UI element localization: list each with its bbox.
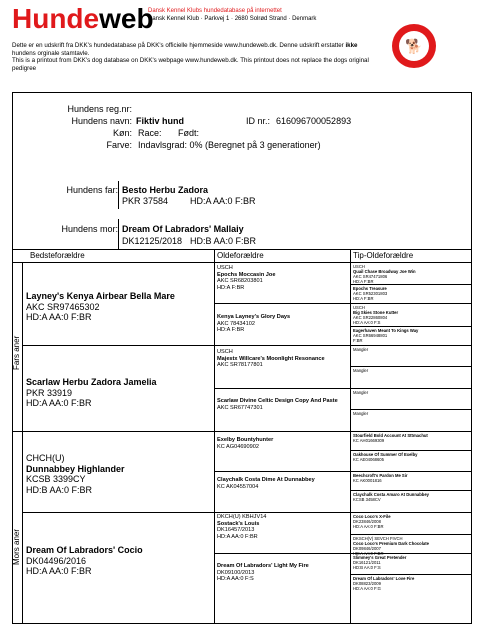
ggp-rule-2 (214, 345, 350, 346)
gg-rule-12 (350, 512, 472, 513)
great-great-grandparent-13 (353, 514, 470, 529)
seal-text-top: DANSK KENNEL KLUB (386, 18, 442, 24)
grandparent-4-reg: DK04496/2016 (26, 555, 87, 566)
ggp-7-reg: DK16457/2013 (217, 527, 255, 534)
kennel-line-2: Dansk Kennel Klub · Parkvej 1 · 2680 Solrød Strand · Denmark (148, 16, 317, 22)
gg-rule-15 (350, 574, 472, 575)
gg-3-name: Big Skies Stone Kutter (353, 310, 399, 315)
ggp-1-name: Epochs Moccasin Joe (217, 271, 276, 278)
gg-2-name: Epochs Treasure (353, 286, 387, 291)
ggp-4-reg: AKC SR67747301 (217, 404, 263, 411)
grandparent-3-name: Dunnabbey Highlander (26, 463, 125, 474)
id-value: 616096700052893 (276, 116, 352, 126)
great-grandparent-2 (217, 314, 348, 334)
gg-1-health: HD:A F:BR (353, 279, 374, 284)
great-great-grandparent-14 (353, 536, 470, 556)
great-great-grandparent-2 (353, 286, 470, 301)
header-bottom-rule (12, 262, 472, 263)
grandparent-3-reg: KCSB 3399CY (26, 474, 86, 484)
great-great-grandparent-16 (353, 576, 470, 591)
ggp-1-health: HD:A F:BR (217, 284, 245, 291)
gg-16-name: Dream Of Labradors' Love Fire (353, 576, 415, 581)
gg-12-reg: KCSB 3458CV (353, 497, 381, 502)
dog-icon: 🐕 (399, 31, 429, 61)
ggp-rule-3 (214, 388, 350, 389)
great-grandparent-1 (217, 265, 348, 291)
col-great-grandparents: Oldeforældre (217, 251, 264, 260)
ggp-5-reg: KC AG04690902 (217, 443, 259, 450)
logo-red-part: Hunde (12, 3, 100, 34)
gg-6-title: Mangler (353, 368, 369, 373)
ggp-8-reg: DK09100/2013 (217, 569, 255, 576)
ggp-7-health: HD:A AA:0 F:BR (217, 533, 258, 540)
side-divider (22, 262, 23, 624)
father-label: Hundens far: (66, 185, 118, 195)
race-label: Race: (138, 128, 162, 138)
ggp-3-name: Majestx Willcare's Moonlight Resonance (217, 355, 325, 362)
great-grandparent-7 (217, 514, 348, 540)
grandparent-1-name: Layney's Kenya Airbear Bella Mare (26, 291, 175, 301)
great-grandparent-8 (217, 563, 348, 583)
gg-1-name: Quail Chase Broadway Joe Win (353, 269, 416, 274)
col-divider-2 (350, 249, 351, 624)
gp-rule-3 (22, 512, 214, 513)
great-great-grandparent-10 (353, 452, 470, 462)
regnr-label: Hundens reg.nr: (67, 104, 132, 114)
great-great-grandparent-3 (353, 305, 470, 325)
great-grandparent-3 (217, 349, 348, 369)
gg-15-reg: DK16121/2011 (353, 560, 381, 565)
ggp-6-reg: KC AK04557004 (217, 483, 259, 490)
gg-15-name: Slimmey's Great Pretender (353, 555, 407, 560)
great-great-grandparent-15 (353, 555, 470, 570)
ggp-6-name: Claychalk Costa Dime At Dunnabbey (217, 477, 315, 483)
grandparent-4 (26, 545, 212, 577)
ggp-1-reg: AKC SR68203801 (217, 278, 263, 285)
gg-14-reg: DK09846/2007 (353, 546, 381, 551)
color-label: Farve: (106, 140, 132, 150)
gp-rule-2 (12, 431, 214, 432)
grandparent-2-reg: PKR 33919 (26, 387, 73, 398)
ggp-rule-6 (214, 512, 350, 513)
gg-9-name: Stourfield Bold Account At Sttmachut (353, 433, 428, 438)
gg-1-title: USCH (353, 264, 365, 269)
grandparent-3-health: HD:B AA:0 F:BR (26, 484, 93, 495)
born-label: Født: (178, 128, 200, 138)
col-divider-1 (214, 249, 215, 624)
intro-da-bold: ikke (345, 42, 358, 49)
grandparent-4-health: HD:A AA:0 F:BR (26, 566, 92, 576)
intro-da-post: hundens orginale stamtavle. (12, 49, 90, 57)
great-grandparent-6 (217, 477, 348, 490)
ggp-7-name: Sostack's Louis (217, 520, 260, 527)
gg-3-health: HD:A AA:0 F:S (353, 320, 381, 325)
gg-rule-2 (350, 303, 472, 304)
gg-rule-3 (350, 326, 472, 327)
logo-black-part: web (99, 3, 154, 34)
name-label: Hundens navn: (71, 116, 132, 126)
gender-label: Køn: (112, 128, 132, 138)
great-great-grandparent-1 (353, 264, 470, 284)
gg-rule-11 (350, 490, 472, 491)
gg-13-reg: DK23846/2008 (353, 519, 381, 524)
gg-11-name: Beechcroft's Pardon Me Sir (353, 473, 408, 478)
ggp-2-health: HD:A F:BR (217, 327, 245, 334)
mother-name: Dream Of Labradors' Mallaiy (122, 224, 244, 234)
gg-14-title: DKSCH(V) SEVCH FIVCH (353, 536, 403, 541)
gg-rule-4 (350, 345, 472, 346)
gg-16-health: HD:A AA:0 F:G (353, 586, 381, 591)
ggp-8-health: HD:A AA:0 F:S (217, 576, 254, 583)
gg-rule-9 (350, 450, 472, 451)
kennel-line-1: Dansk Kennel Klubs hundedatabase på internettet (148, 8, 282, 14)
gg-2-reg: AKC SR52301803 (353, 291, 388, 296)
great-great-grandparent-5 (353, 347, 470, 352)
mother-divider (118, 219, 119, 249)
inbreeding-text: Indavlsgrad: 0% (Beregnet på 3 generationer) (138, 140, 321, 150)
hundeweb-logo (12, 4, 154, 34)
gg-1-reg: AKC SR47471806 (353, 274, 388, 279)
gg-3-reg: AKC SR22860804 (353, 315, 388, 320)
gg-3-title: USCH (353, 305, 365, 310)
gg-7-title: Mangler (353, 390, 369, 395)
gg-9-reg: KC AH01669309 (353, 438, 385, 443)
gg-8-title: Mangler (353, 411, 369, 416)
dkk-seal (386, 18, 442, 74)
gg-rule-5 (350, 366, 472, 367)
ggp-1-title: USCH (217, 265, 233, 271)
father-reg: PKR 37584 (122, 196, 169, 206)
gg-rule-8 (350, 431, 472, 432)
ggp-rule-5 (214, 471, 350, 472)
gg-13-name: Coco Loco's X-File (353, 514, 391, 519)
intro-en: This is a printout from DKK's dog database on DKK's webpage www.hundeweb.dk. This printout does not replace the dogs original pedigree (12, 57, 369, 72)
gg-12-name: Claychalk Costa Amaro At Dunnabbey (353, 492, 430, 497)
mother-reg: DK12125/2018 (122, 236, 183, 246)
intro-da-pre: Dette er en udskrift fra DKK's hundedatabase på DKK's officielle hjemmeside www.hundeweb.dk. Denne udskrift erstatter (12, 42, 346, 49)
gg-rule-7 (350, 409, 472, 410)
grandparent-2-name: Scarlaw Herbu Zadora Jamelia (26, 377, 157, 387)
gg-11-reg: KC AK0001816 (353, 478, 382, 483)
gg-4-reg: AKC SR66948801 (353, 333, 388, 338)
ggp-3-reg: AKC SR78177801 (217, 362, 263, 369)
gg-4-health: F:BR (353, 338, 363, 343)
ggp-5-name: Exelby Bountyhunter (217, 437, 274, 443)
gg-16-reg: DK08823/2009 (353, 581, 381, 586)
great-great-grandparent-4 (353, 328, 470, 343)
great-great-grandparent-12 (353, 492, 470, 502)
mother-health: HD:B AA:0 F:BR (190, 236, 257, 246)
gp-rule-1 (22, 345, 214, 346)
ggp-rule-4 (214, 431, 350, 432)
ggp-2-name: Kenya Layney's Glory Days (217, 314, 291, 320)
gg-5-title: Mangler (353, 347, 369, 352)
ggp-3-title: USCH (217, 349, 233, 355)
grandparent-3 (26, 453, 212, 495)
gg-4-name: Eagerhaven Meant To Kings Way (353, 328, 419, 333)
ggp-2-reg: AKC 78434102 (217, 320, 255, 327)
great-great-grandparent-9 (353, 433, 470, 443)
great-great-grandparent-11 (353, 473, 470, 483)
ggp-rule-7 (214, 553, 350, 554)
id-label: ID nr.: (246, 116, 271, 126)
gg-rule-1 (350, 284, 472, 285)
great-grandparent-5 (217, 437, 348, 450)
gg-13-health: HD:A AA:0 F:BR (353, 524, 384, 529)
name-value: Fiktiv hund (136, 116, 184, 126)
ggp-8-name: Dream Of Labradors' Light My Fire (217, 563, 309, 569)
gg-14-health: HD:A AA:0 F:BR (353, 551, 384, 556)
gg-2-health: HD:A F:BR (353, 296, 374, 301)
father-name: Besto Herbu Zadora (122, 185, 209, 195)
mother-label: Hundens mor: (61, 224, 118, 234)
great-grandparent-4 (217, 398, 348, 411)
col-grandparents: Bedsteforældre (30, 251, 85, 260)
grandparent-2-health: HD:A AA:0 F:BR (26, 398, 92, 408)
great-great-grandparent-8 (353, 411, 470, 416)
gg-14-name: Coco Loco's Premium Dark Chocolate (353, 541, 429, 546)
father-divider (118, 181, 119, 209)
ggp-7-title: DKCH(U) KBHJV14 (217, 514, 267, 520)
intro-text (12, 42, 382, 72)
gg-rule-10 (350, 471, 472, 472)
great-great-grandparent-7 (353, 390, 470, 395)
col-great-great: Tip-Oldeforældre (353, 251, 414, 260)
grandparent-2 (26, 377, 212, 409)
ggp-4-name: Scarlaw Divine Celtic Design Copy And Paste (217, 398, 338, 404)
great-great-grandparent-6 (353, 368, 470, 373)
grandparent-1-health: HD:A AA:0 F:BR (26, 312, 92, 322)
father-health: HD:A AA:0 F:BR (190, 196, 256, 206)
gg-15-health: HD:B AA:0 F:S (353, 565, 381, 570)
gg-rule-6 (350, 388, 472, 389)
grandparent-1-reg: AKC SR97465302 (26, 301, 100, 312)
seal-text-bottom: FOR HUNDEEJERE (390, 68, 438, 74)
fars-aner-label: Fars aner (12, 335, 21, 370)
gg-10-name: Oakhouse Of Summer Of Exelby (353, 452, 418, 457)
header-top-rule (12, 249, 472, 250)
grandparent-1 (26, 291, 212, 323)
gg-rule-13 (350, 534, 472, 535)
mors-aner-label: Mors aner (12, 528, 21, 565)
grandparent-3-title: CHCH(U) (26, 453, 65, 463)
ggp-rule-1 (214, 303, 350, 304)
gg-10-reg: KC AE04068605 (353, 457, 384, 462)
grandparent-4-name: Dream Of Labradors' Cocio (26, 545, 143, 555)
